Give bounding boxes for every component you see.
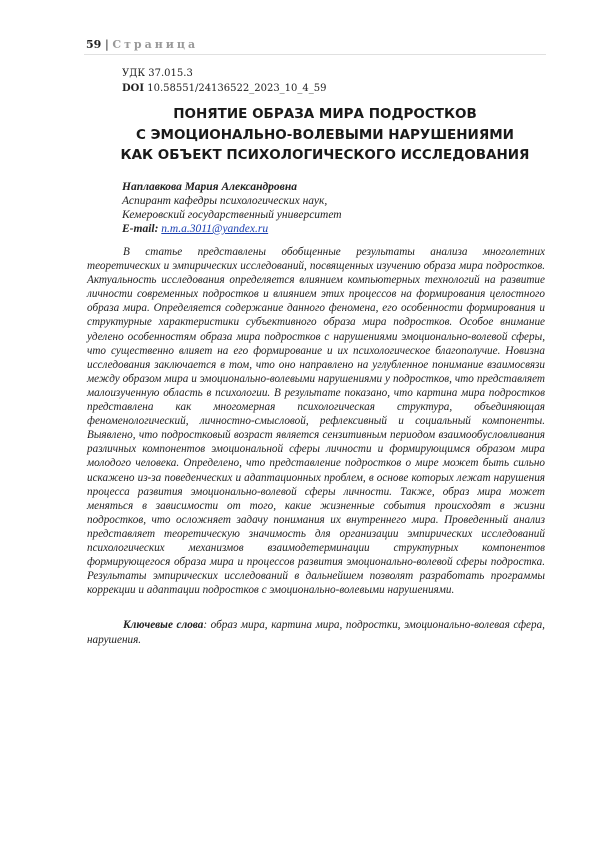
- udk: УДК 37.015.3: [122, 68, 193, 79]
- author-email-row: [122, 222, 342, 236]
- email-label: E-mail:: [122, 223, 159, 235]
- page-number: 59: [86, 38, 102, 51]
- keywords-text: : образ мира, картина мира, подростки, эмоционально-волевая сфера, нарушения.: [87, 619, 545, 646]
- page-label: Страница: [112, 38, 199, 51]
- title-line: ПОНЯТИЕ ОБРАЗА МИРА ПОДРОСТКОВ: [173, 106, 477, 122]
- header-divider: [84, 54, 546, 55]
- abstract: В статье представлены обобщенные результаты анализа многолетних теоретических и эмпирических исследований, посвященных изучению образа мира подростков. Актуальность исследования определяется влиянием компьютерных технологий на развитие личности современных подростков и влиянием этих процессов на формирования целостного образа мира. Определяется содержание данного феномена, его особенности формирования и структурные характеристики субъективного образа мира подростков. Особое внимание уделено особенностям образа мира подростков с нарушениями эмоционально-волевой сферы, что существенно влияет на его формирование и их психологическое благополучие. Новизна исследования заключается в том, что оно направлено на углубленное понимание взаимосвязи между образом мира и эмоционально-волевыми нарушениями у подростков, что представляет малоизученную область в психологии. В результате показано, что картина мира подростков представлена как многомерная психологическая структура, объединяющая феноменологический, личностно-смысловой, рефлексивный и социальный компоненты. Выявлено, что подростковый возраст является сензитивным периодом взаимообусловливания различных компонентов эмоциональной сферы личности и формирующимся образом мира молодого человека. Определено, что представление подростков о мире может быть сильно искажено из-за поведенческих и адаптационных проблем, в основе которых лежат нарушения процесса развития эмоционально-волевой сферы личности. Также, образ мира может меняться в зависимости от того, какие жизненные события происходят в жизни подростков, что осложняет задачу понимания их внутреннего мира. Проведенный анализ представляет теоретическую значимость для организации эмпирических исследований психологических механизмов взаимодетерминации структурных компонентов формирующегося образа мира и процессов развития эмоционально-волевой сферы подростка. Результаты эмпирических исследований в дальнейшем позволят разработать программы коррекции и адаптации подростков с эмоционально-волевыми нарушениями.: [87, 246, 545, 597]
- author-name: Наплавкова Мария Александровна: [122, 181, 297, 193]
- page-header: [86, 38, 198, 51]
- header-separator: |: [104, 38, 109, 51]
- keywords-label: Ключевые слова: [123, 619, 204, 631]
- doi: [122, 82, 327, 97]
- keywords: [87, 618, 545, 647]
- article-title: [60, 104, 590, 166]
- author-affiliation: Кемеровский государственный университет: [122, 209, 342, 221]
- email-link[interactable]: n.m.a.3011@yandex.ru: [161, 223, 269, 235]
- doi-value: 10.58551/24136522_2023_10_4_59: [147, 82, 327, 94]
- doi-label: DOI: [122, 82, 145, 94]
- author-position: Аспирант кафедры психологических наук,: [122, 195, 328, 207]
- article-meta: [122, 67, 327, 96]
- title-line: С ЭМОЦИОНАЛЬНО-ВОЛЕВЫМИ НАРУШЕНИЯМИ: [136, 126, 514, 143]
- author-block: [122, 180, 342, 236]
- title-line: КАК ОБЪЕКТ ПСИХОЛОГИЧЕСКОГО ИССЛЕДОВАНИЯ: [120, 147, 530, 163]
